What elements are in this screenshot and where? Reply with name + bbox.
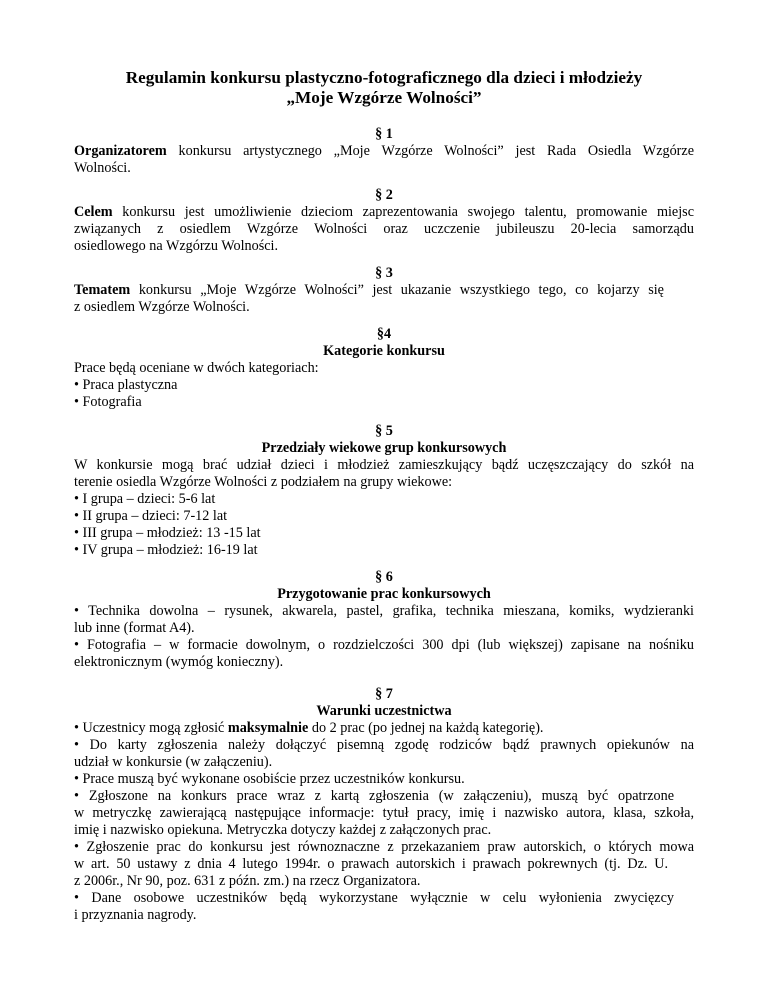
list-item: • IV grupa – młodzież: 16-19 lat [74,542,258,558]
paragraph-line: terenie osiedla Wzgórze Wolności z podziałem na grupy wiekowe: [74,474,453,490]
paragraph-line: • Dane osobowe uczestników będą wykorzystane wyłącznie w celu wyłonienia zwycięzcy [74,890,674,906]
section-6 [74,569,694,671]
list-item: • Fotografia [74,394,142,410]
paragraph-line: • Do karty zgłoszenia należy dołączyć pisemną zgodę rodziców bądź prawnych opiekunów na [74,737,694,753]
list-item: • I grupa – dzieci: 5-6 lat [74,491,216,507]
section-number: § 3 [375,265,393,281]
lead-word: Celem [74,204,113,220]
paragraph-line: w art. 50 ustawy z dnia 4 lutego 1994r. o prawach autorskich i prawach pokrewnych (tj. Dz. U. [74,856,668,872]
paragraph-line [74,204,694,221]
section-number: § 2 [375,187,393,203]
section-2 [74,187,694,255]
section-7 [74,686,694,924]
section-heading: Przygotowanie prac konkursowych [277,586,491,602]
lead-word: Organizatorem [74,143,167,159]
section-heading: Kategorie konkursu [323,343,445,359]
paragraph-line: związanych z osiedlem Wzgórze Wolności oraz uczczenie jubileuszu 20-lecia samorządu [74,221,694,237]
text-span: konkursu „Moje Wzgórze Wolności” jest ukazanie wszystkiego tego, co kojarzy się [130,282,664,298]
section-number: § 5 [375,423,393,439]
paragraph-line: • Zgłoszenie prac do konkursu jest równoznaczne z przekazaniem praw autorskich, o których mowa [74,839,694,855]
text-span: konkursu artystycznego „Moje Wzgórze Wolności” jest Rada Osiedla Wzgórze [166,143,694,159]
paragraph-line: • Fotografia – w formacie dowolnym, o rozdzielczości 300 dpi (lub większej) zapisane na nośniku [74,637,694,653]
emphasis: maksymalnie [227,720,309,736]
title-line-1: Regulamin konkursu plastyczno-fotograficznego dla dzieci i młodzieży [125,68,643,87]
document-title [0,68,768,108]
paragraph-line [74,143,694,160]
paragraph-line: • Zgłoszone na konkurs prace wraz z kartą zgłoszenia (w załączeniu), muszą być opatrzone [74,788,674,804]
section-3 [74,265,694,316]
section-5 [74,423,694,559]
paragraph-line: udział w konkursie (w załączeniu). [74,754,273,770]
section-heading: Przedziały wiekowe grup konkursowych [261,440,507,456]
section-number: § 7 [375,686,393,702]
list-item: • Praca plastyczna [74,377,178,393]
paragraph-line: i przyznania nagrody. [74,907,197,923]
section-number: § 1 [375,126,393,142]
section-number: § 6 [375,569,393,585]
text-span: do 2 prac (po jednej na każdą kategorię). [308,720,544,736]
title-line-2: „Moje Wzgórze Wolności” [286,88,482,107]
paragraph-line: W konkursie mogą brać udział dzieci i młodzież zamieszkujący bądź uczęszczający do szkół na [74,457,694,473]
paragraph-line: elektronicznym (wymóg konieczny). [74,654,284,670]
section-heading: Warunki uczestnictwa [316,703,452,719]
paragraph-line: lub inne (format A4). [74,620,195,636]
paragraph-line: z 2006r., Nr 90, poz. 631 z późn. zm.) na rzecz Organizatora. [74,873,421,889]
paragraph-line: imię i nazwisko opiekuna. Metryczka dotyczy każdej z załączonych prac. [74,822,492,838]
paragraph-line: osiedlowego na Wzgórzu Wolności. [74,238,279,254]
paragraph-line: w metryczkę zawierającą następujące informacje: tytuł pracy, imię i nazwisko autora, klasa, szkoła, [74,805,694,821]
section-number: §4 [376,326,392,342]
paragraph-line: z osiedlem Wzgórze Wolności. [74,299,250,315]
section-1 [74,126,694,177]
list-item: • III grupa – młodzież: 13 -15 lat [74,525,261,541]
text-span: konkursu jest umożliwienie dzieciom zaprezentowania swojego talentu, promowanie miejsc [112,204,694,220]
text-span: • Uczestnicy mogą zgłosić [74,720,228,736]
lead-word: Tematem [74,282,131,298]
section-4 [74,326,694,411]
paragraph-line [74,282,664,299]
list-item: • II grupa – dzieci: 7-12 lat [74,508,228,524]
paragraph-line: • Technika dowolna – rysunek, akwarela, pastel, grafika, technika mieszana, komiks, wydzieranki [74,603,694,619]
paragraph-line: Prace będą oceniane w dwóch kategoriach: [74,360,319,376]
paragraph-line: Wolności. [74,160,131,176]
paragraph-line: • Prace muszą być wykonane osobiście przez uczestników konkursu. [74,771,465,787]
paragraph-line [74,720,694,737]
